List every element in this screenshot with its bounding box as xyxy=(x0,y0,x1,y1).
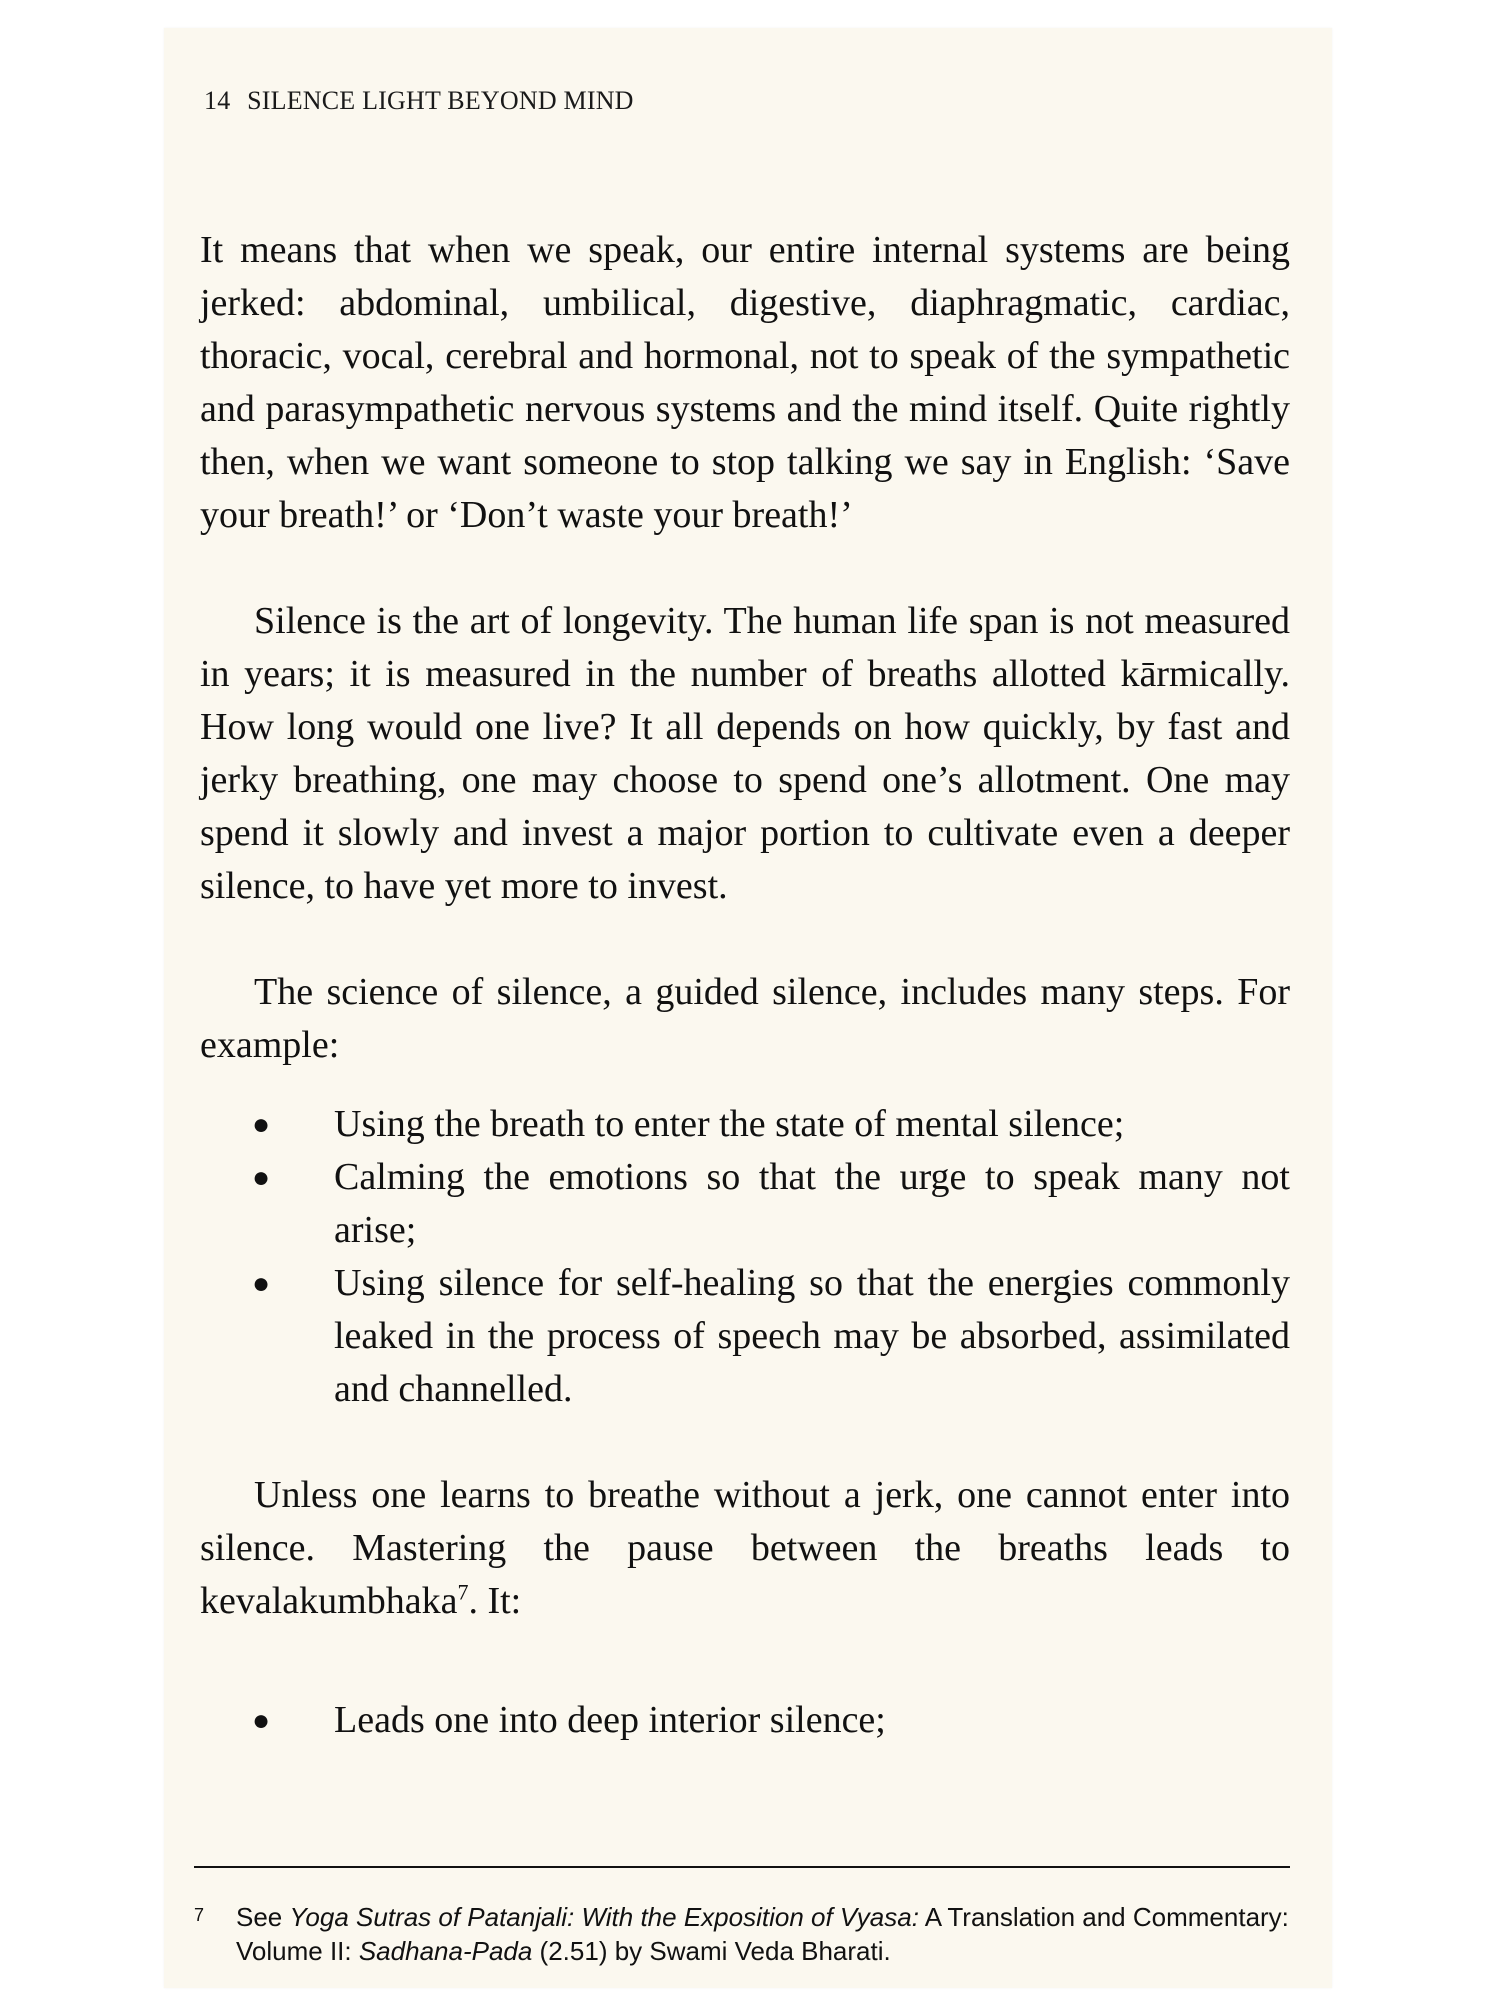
bullet-icon: ● xyxy=(252,1267,271,1300)
list-item-text: Calming the emotions so that the urge to speak many not arise; xyxy=(334,1156,1290,1251)
footnote xyxy=(194,1900,1294,1968)
footnote-marker: 7 xyxy=(194,1905,205,1925)
bullet-icon: ● xyxy=(252,1108,271,1141)
paragraph-4 xyxy=(200,1469,1290,1628)
paragraph-4-text: Unless one learns to breathe without a jerk, one cannot enter into silence. Mastering the pause between the breaths leads to kevalakumbhaka xyxy=(200,1474,1290,1622)
paragraph-1: It means that when we speak, our entire internal systems are being jerked: abdominal, umbilical, digestive, diaphragmatic, cardiac, thoracic, vocal, cerebral and hormonal, not to speak of the sympathetic and parasympathetic nervous systems and the mind itself. Quite rightly then, when we want someone to stop talking we say in English: ‘Save your breath!’ or ‘Don’t waste your breath!’ xyxy=(200,229,1290,536)
running-title: SILENCE LIGHT BEYOND MIND xyxy=(247,86,634,115)
running-head xyxy=(204,86,634,116)
bullet-icon: ● xyxy=(252,1704,271,1737)
footnote-see: See xyxy=(236,1902,290,1932)
footnote-text xyxy=(236,1900,1294,1968)
paragraph-2: Silence is the art of longevity. The human life span is not measured in years; it is measured in the number of breaths allotted kārmically. How long would one live? It all depends on how quickly, by fast and jerky breathing, one may choose to spend one’s allotment. One may spend it slowly and invest a major portion to cultivate even a deeper silence, to have yet more to invest. xyxy=(200,600,1290,907)
footnote-part-title: Sadhana-Pada xyxy=(358,1936,533,1966)
footnote-tail: (2.51) by Swami Veda Bharati. xyxy=(532,1936,891,1966)
effects-list xyxy=(200,1694,1290,1747)
steps-list xyxy=(200,1098,1290,1416)
footnote-subtitle: A Translation and Commentary: Volume II: xyxy=(236,1902,1289,1966)
paragraph-3: The science of silence, a guided silence, includes many steps. For example: xyxy=(200,971,1290,1066)
paragraph-4-tail: . It: xyxy=(468,1580,522,1622)
bullet-icon: ● xyxy=(252,1161,271,1194)
list-item-text: Using silence for self-healing so that the energies commonly leaked in the process of speech may be absorbed, assimilated and channelled. xyxy=(334,1262,1290,1410)
footnote-reference[interactable]: 7 xyxy=(457,1579,469,1605)
list-item-text: Using the breath to enter the state of mental silence; xyxy=(334,1103,1125,1145)
book-page xyxy=(164,28,1332,1988)
page-number: 14 xyxy=(204,86,231,115)
list-item-text: Leads one into deep interior silence; xyxy=(334,1699,886,1741)
body-text xyxy=(200,224,1290,1747)
footnote-book-title: Yoga Sutras of Patanjali: With the Exposition of Vyasa: xyxy=(289,1902,919,1932)
list-item xyxy=(252,1151,1290,1257)
list-item xyxy=(252,1098,1290,1151)
list-item xyxy=(252,1694,1290,1747)
list-item xyxy=(252,1257,1290,1416)
footnote-divider xyxy=(194,1866,1290,1868)
